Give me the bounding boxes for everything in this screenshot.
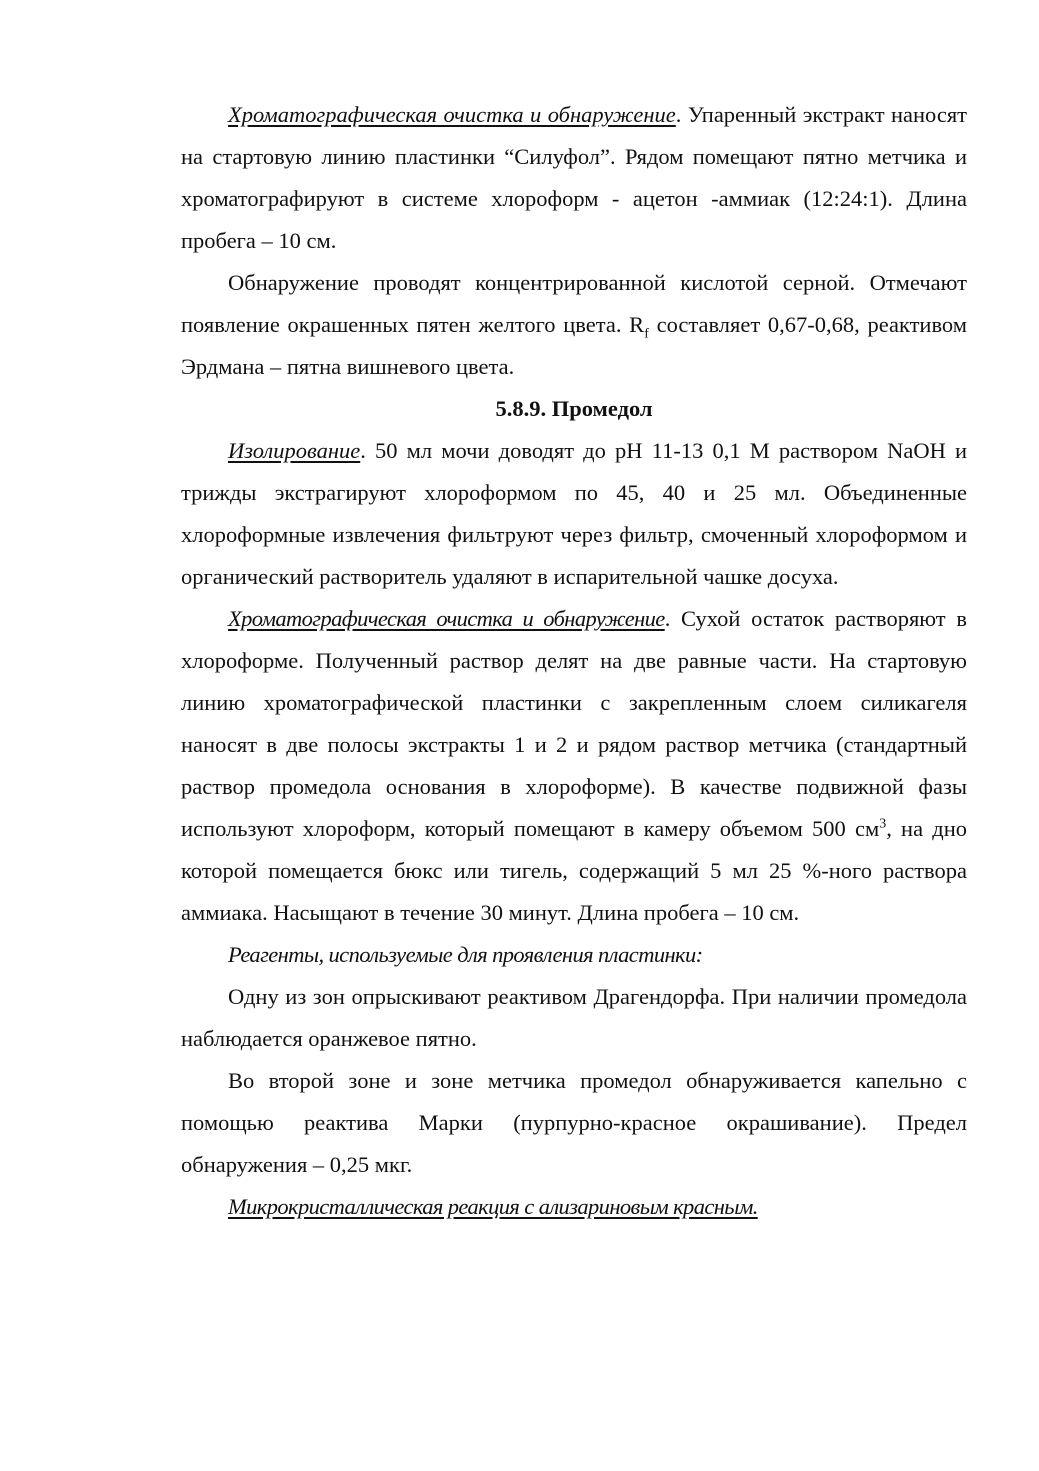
paragraph-microcrystal xyxy=(181,1186,967,1228)
subscript: f xyxy=(644,326,649,342)
paragraph-chromatography-2 xyxy=(181,598,967,934)
paragraph-text: Обнаружение проводят концентрированной кислотой серной. Отмечают появление окрашенных пятен желтого цвета. R xyxy=(181,270,967,337)
superscript: 3 xyxy=(879,816,887,832)
paragraph-text: , на дно которой помещается бюкс или тигель, содержащий 5 мл 25 %-ного раствора аммиака. Насыщают в течение 30 минут. Длина пробега – 10 см. xyxy=(181,816,967,925)
paragraph-text: . 50 мл мочи доводят до рН 11-13 0,1 М раствором NaOH и трижды экстрагируют хлороформом по 45, 40 и 25 мл. Объединенные хлороформные извлечения фильтруют через фильтр, смоченный хлороформом и органический растворитель удаляют в испарительной чашке досуха. xyxy=(181,438,967,589)
paragraph-lead: Изолирование xyxy=(228,438,361,463)
paragraph-lead: Микрокристаллическая реакция с ализариновым красным. xyxy=(228,1194,758,1219)
paragraph-marquis: Во второй зоне и зоне метчика промедол обнаруживается капельно с помощью реактива Марки (пурпурно-красное окрашивание). Предел обнаружения – 0,25 мкг. xyxy=(181,1068,967,1177)
paragraph-lead: Реагенты, используемые для проявления пластинки: xyxy=(228,942,703,967)
paragraph-lead: Хроматографическая очистка и обнаружение xyxy=(228,606,665,631)
paragraph-detection xyxy=(181,262,967,388)
section-heading: 5.8.9. Промедол xyxy=(495,396,653,421)
paragraph-chromatography-1 xyxy=(181,94,967,262)
paragraph-lead: Хроматографическая очистка и обнаружение xyxy=(228,102,676,127)
paragraph-text: . Упаренный экстракт наносят на стартовую линию пластинки “Силуфол”. Рядом помещают пятно метчика и хроматографируют в системе хлороформ - ацетон -аммиак (12:24:1). Длина пробега – 10 см. xyxy=(181,102,967,253)
paragraph-reagents-heading xyxy=(181,934,967,976)
paragraph-text: составляет 0,67-0,68, реактивом Эрдмана – пятна вишневого цвета. xyxy=(181,312,967,379)
paragraph-dragendorff: Одну из зон опрыскивают реактивом Драгендорфа. При наличии промедола наблюдается оранжевое пятно. xyxy=(181,984,967,1051)
paragraph-isolation xyxy=(181,430,967,598)
document-page xyxy=(181,94,967,1228)
paragraph-text: . Сухой остаток растворяют в хлороформе. Полученный раствор делят на две равные части. На стартовую линию хроматографической пластинки с закрепленным слоем силикагеля наносят в две полосы экстракты 1 и 2 и рядом раствор метчика (стандартный раствор промедола основания в хлороформе). В качестве подвижной фазы используют хлороформ, который помещают в камеру объемом 500 см xyxy=(181,606,967,841)
